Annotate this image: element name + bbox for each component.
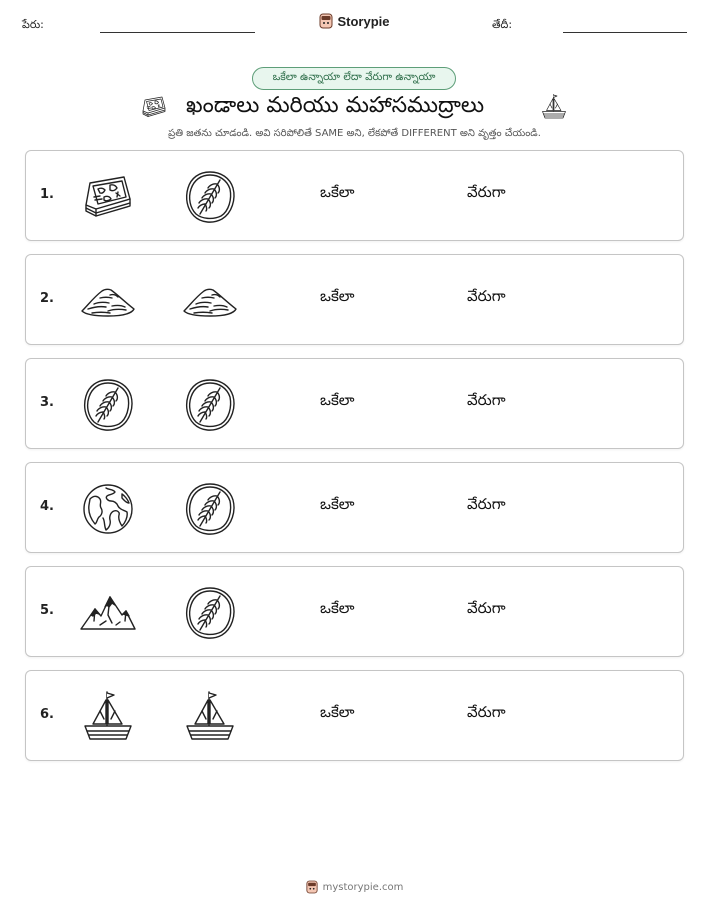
brand-logo <box>0 13 709 29</box>
page-title: ఖండాలు మరియు మహాసముద్రాలు <box>186 93 485 118</box>
map-icon <box>140 93 168 121</box>
question-card-1 <box>25 150 684 241</box>
instructions: ప్రతి జతను చూడండి. అవి సరిపోలితే SAME అని, లేకపోతే DIFFERENT అని వృత్తం చేయండి. <box>168 128 541 139</box>
question-number: 4. <box>40 499 54 514</box>
mountain-icon <box>80 585 136 641</box>
question-number: 6. <box>40 707 54 722</box>
date-label: తేదీ: <box>492 18 513 31</box>
different-option[interactable]: వేరుగా <box>467 287 506 305</box>
same-option[interactable]: ఒకేలా <box>320 391 355 409</box>
worksheet-type-badge: ఒకేలా ఉన్నాయా లేదా వేరుగా ఉన్నాయా <box>252 67 456 90</box>
different-option[interactable]: వేరుగా <box>467 599 506 617</box>
fossil-leaf-icon <box>182 481 238 537</box>
fossil-leaf-icon <box>182 169 238 225</box>
map-icon <box>80 169 136 225</box>
fossil-leaf-icon <box>182 585 238 641</box>
sand-pile-icon <box>182 273 238 329</box>
sand-pile-icon <box>80 273 136 329</box>
storypie-mascot-icon <box>319 13 333 29</box>
different-option[interactable]: వేరుగా <box>467 495 506 513</box>
same-option[interactable]: ఒకేలా <box>320 599 355 617</box>
sailboat-icon <box>182 689 238 745</box>
question-number: 3. <box>40 395 54 410</box>
question-number: 5. <box>40 603 54 618</box>
footer <box>0 880 709 894</box>
sailboat-icon <box>80 689 136 745</box>
different-option[interactable]: వేరుగా <box>467 183 506 201</box>
different-option[interactable]: వేరుగా <box>467 391 506 409</box>
question-card-6 <box>25 670 684 761</box>
brand-name: Storypie <box>337 13 390 29</box>
question-card-4 <box>25 462 684 553</box>
storypie-mascot-icon <box>306 880 318 894</box>
footer-url[interactable]: mystorypie.com <box>322 881 404 893</box>
question-card-2 <box>25 254 684 345</box>
fossil-leaf-icon <box>80 377 136 433</box>
title-row <box>0 90 709 124</box>
question-card-5 <box>25 566 684 657</box>
same-option[interactable]: ఒకేలా <box>320 183 355 201</box>
different-option[interactable]: వేరుగా <box>467 703 506 721</box>
same-option[interactable]: ఒకేలా <box>320 287 355 305</box>
name-line[interactable] <box>100 32 255 33</box>
question-card-3 <box>25 358 684 449</box>
globe-icon <box>80 481 136 537</box>
fossil-leaf-icon <box>182 377 238 433</box>
date-line[interactable] <box>563 32 687 33</box>
sailboat-icon <box>540 92 568 122</box>
question-number: 1. <box>40 187 54 202</box>
same-option[interactable]: ఒకేలా <box>320 495 355 513</box>
same-option[interactable]: ఒకేలా <box>320 703 355 721</box>
question-number: 2. <box>40 291 54 306</box>
name-label: పేరు: <box>22 18 44 31</box>
